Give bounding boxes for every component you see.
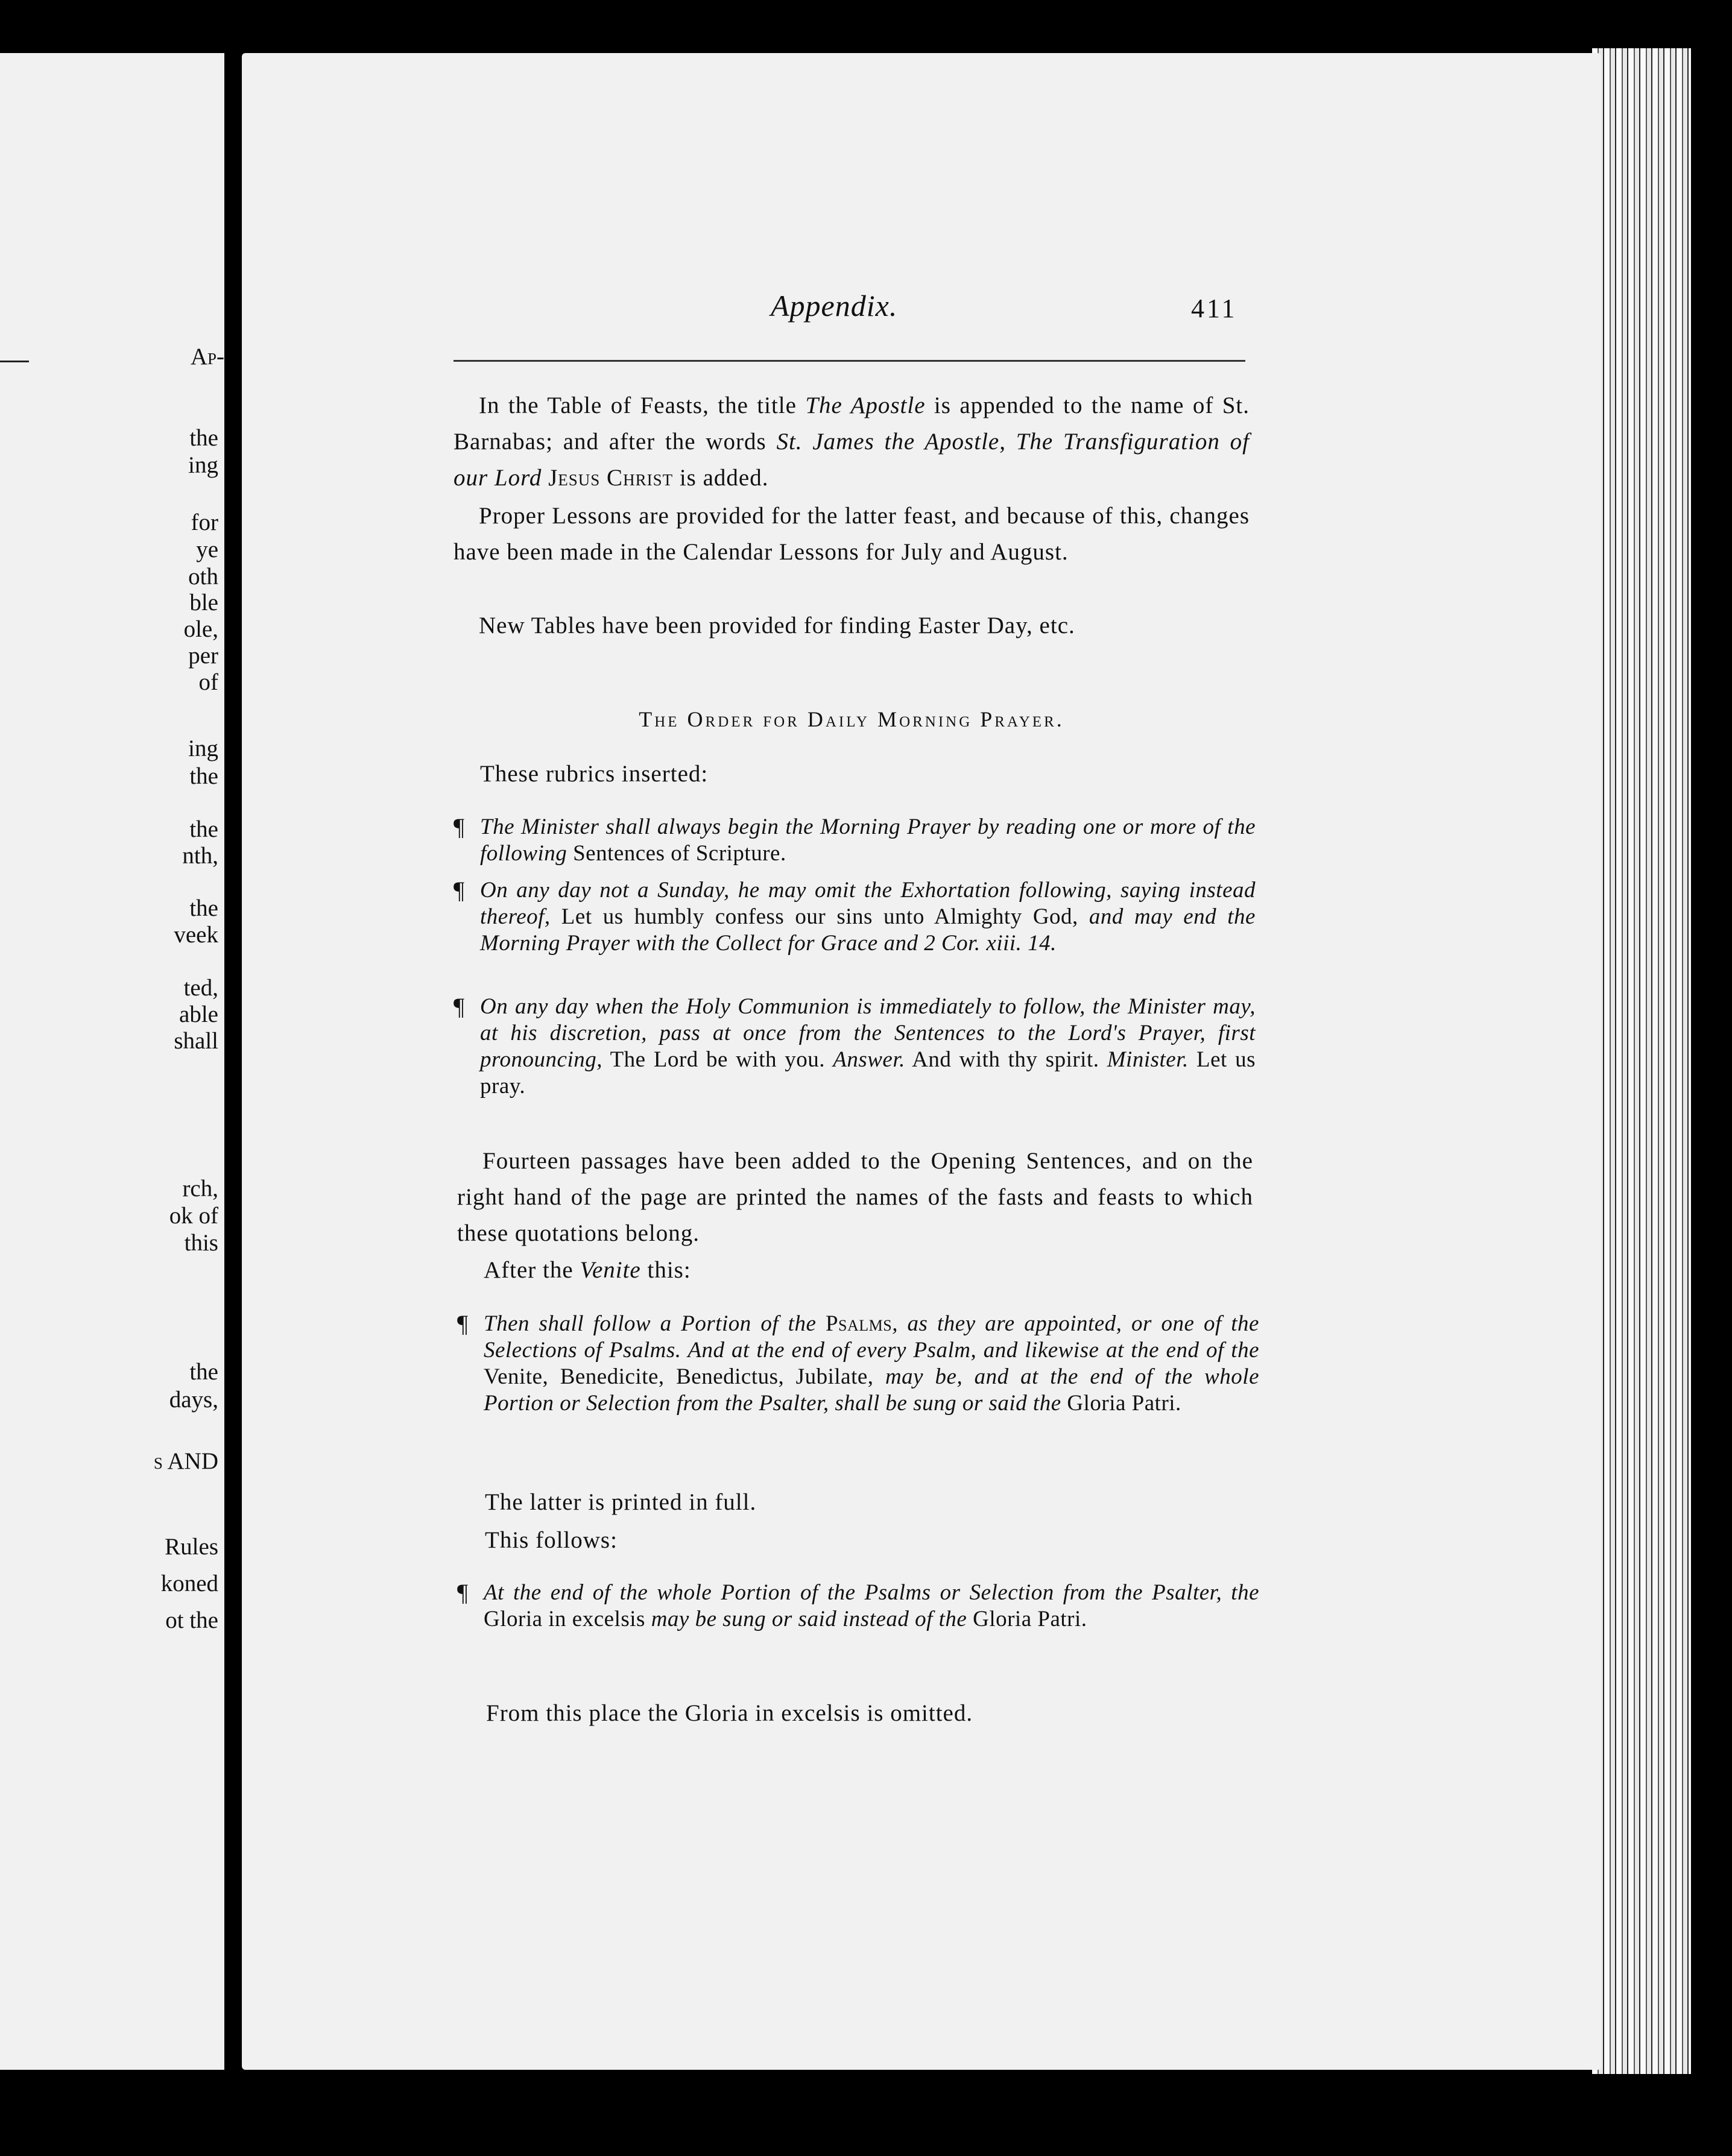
text-run: Let us pray. — [480, 1047, 1256, 1098]
rubric-item — [454, 814, 1256, 867]
facing-page-fragment-text: for — [191, 509, 218, 535]
section-heading: The Order for Daily Morning Prayer. — [639, 707, 1064, 731]
text-run: St. James the Apostle, The Transfiguration of our Lord — [454, 429, 1250, 491]
rubric-item — [457, 1311, 1259, 1417]
text-run: Then shall follow a Portion of the — [484, 1311, 826, 1336]
text-run: On any day not a Sunday, he may omit the Exhortation following, saying instead thereof, — [480, 878, 1256, 929]
rubric-item — [457, 1580, 1259, 1633]
pilcrow-icon: ¶ — [454, 813, 465, 840]
text-run: The Apostle — [805, 392, 926, 418]
text-run: Gloria Patri. — [973, 1607, 1087, 1631]
text-run: may be, and at the end of the whole Portion or Selection from the Psalter, shall be sung or said the — [484, 1364, 1259, 1416]
facing-page-fragment — [0, 53, 224, 2070]
facing-page-fragment-text: able — [179, 1001, 218, 1027]
text-run: Sentences of Scripture. — [567, 841, 786, 866]
facing-page-fragment-text: ok of — [169, 1203, 218, 1229]
text-run: On any day when the Holy Communion is immediately to follow, the Minister may, at his discretion, pass at once from the Sentences to the Lord's Prayer, first pronouncing, — [480, 994, 1256, 1072]
text-run: Gloria Patri. — [1067, 1391, 1181, 1416]
text-run: is added. — [673, 465, 769, 491]
facing-page-fragment-text: the — [189, 895, 218, 921]
pilcrow-icon: ¶ — [457, 1579, 469, 1606]
facing-page-fragment-text: the — [189, 816, 218, 842]
pilcrow-icon: ¶ — [454, 993, 465, 1020]
text-run: is appended to the name of St. Barnabas; and after the words — [454, 392, 1250, 455]
rubric-item — [454, 877, 1256, 957]
rubric-text — [480, 814, 1256, 867]
rubric-text — [480, 877, 1256, 957]
text-run: this: — [640, 1257, 691, 1283]
facing-page-fragment-text: shall — [174, 1028, 218, 1054]
this-follows-line: This follows: — [485, 1527, 618, 1553]
book-page-edges — [1592, 48, 1691, 2074]
page-number: 411 — [1191, 294, 1237, 323]
text-run: may be sung or said instead of the — [651, 1607, 973, 1631]
facing-page-fragment-text: of — [198, 669, 218, 695]
facing-page-fragment-text: nth, — [182, 843, 218, 869]
header-rule — [454, 360, 1245, 362]
text-run: The Lord be with you. — [602, 1047, 833, 1072]
facing-page-fragment-text: ted, — [183, 975, 218, 1001]
text-run: Jesus Christ — [542, 465, 674, 491]
text-run: Gloria in excelsis — [484, 1607, 651, 1631]
facing-page-fragment-text: koned — [160, 1571, 218, 1597]
facing-page-fragment-text: ole, — [183, 616, 218, 642]
rubric-text — [484, 1311, 1259, 1417]
text-run: Minister. — [1107, 1047, 1189, 1072]
facing-page-fragment-text: the — [189, 425, 218, 451]
intro-paragraph-1 — [454, 388, 1250, 496]
facing-page-fragment-text: the — [189, 1359, 218, 1385]
latter-printed-line: The latter is printed in full. — [485, 1489, 757, 1515]
text-run: Venite — [580, 1257, 641, 1283]
final-line: From this place the Gloria in excelsis is omitted. — [486, 1700, 973, 1726]
facing-page-fragment-text: ing — [188, 736, 218, 761]
text-run: Venite, Benedicite, Benedictus, Jubilate, — [484, 1364, 885, 1389]
facing-page-fragment-text: oth — [188, 564, 218, 590]
pilcrow-icon: ¶ — [454, 877, 465, 904]
rubric-text — [484, 1580, 1259, 1633]
facing-page-fragment-text: veek — [174, 922, 218, 948]
intro-paragraph-2: Proper Lessons are provided for the latter feast, and because of this, changes have been made in the Calendar Lessons for July and August. — [454, 503, 1250, 565]
rubric-text — [480, 994, 1256, 1100]
facing-page-rule — [0, 361, 29, 362]
facing-page-fragment-text: rch, — [182, 1176, 218, 1202]
facing-page-fragment-text: ot the — [165, 1607, 218, 1633]
text-run: Answer. — [833, 1047, 905, 1072]
facing-page-fragment-text: the — [189, 763, 218, 789]
facing-page-fragment-text: Ap- — [190, 344, 224, 370]
facing-page-fragment-text: per — [188, 643, 218, 669]
facing-page-fragment-text: ble — [189, 590, 218, 616]
text-run: , as they are appointed, or one of the Selections of Psalms. And at the end of every Psalm, and likewise at the end of the — [484, 1311, 1259, 1363]
text-run: Psalms — [825, 1311, 893, 1336]
text-run: And with thy spirit. — [905, 1047, 1107, 1072]
text-run: At the end of the whole Portion of the Psalms or Selection from the Psalter, the — [484, 1580, 1259, 1605]
facing-page-fragment-text: s AND — [153, 1448, 218, 1474]
facing-page-fragment-text: Rules — [165, 1534, 218, 1560]
running-title: Appendix. — [771, 289, 898, 323]
intro-paragraph-3: New Tables have been provided for finding Easter Day, etc. — [479, 613, 1075, 638]
fourteen-passages-paragraph: Fourteen passages have been added to the Opening Sentences, and on the right hand of the page are printed the names of the fasts and feasts to which these quotations belong. — [457, 1148, 1253, 1246]
rubrics-inserted-label: These rubrics inserted: — [480, 761, 709, 787]
facing-page-fragment-text: days, — [169, 1387, 218, 1413]
facing-page-fragment-text: ing — [188, 452, 218, 478]
facing-page-fragment-text: this — [184, 1230, 218, 1256]
text-run: and may end the Morning Prayer with the Collect for Grace and 2 Cor. xiii. 14. — [480, 904, 1256, 956]
pilcrow-icon: ¶ — [457, 1310, 469, 1337]
text-run: After the — [484, 1257, 580, 1283]
text-run: In the Table of Feasts, the title — [479, 392, 806, 418]
text-run: Let us humbly confess our sins unto Almighty God, — [550, 904, 1089, 929]
rubric-item — [454, 994, 1256, 1100]
facing-page-fragment-text: ye — [196, 537, 218, 563]
text-run: The Minister shall always begin the Morning Prayer by reading one or more of the following — [480, 815, 1256, 866]
after-venite-label — [484, 1252, 691, 1288]
